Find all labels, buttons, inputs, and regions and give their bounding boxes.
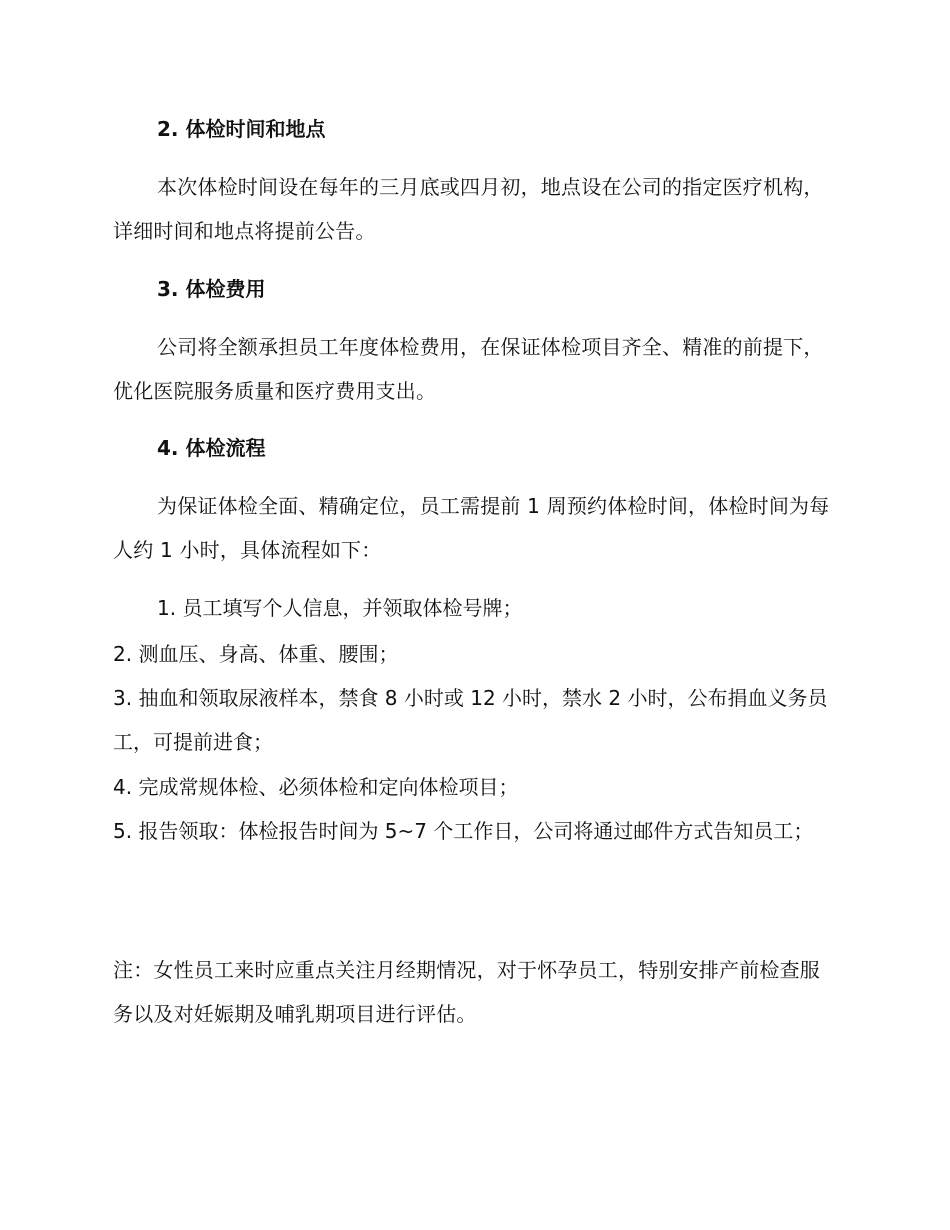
process-step-5: 5. 报告领取：体检报告时间为 5~7 个工作日，公司将通过邮件方式告知员工；	[113, 819, 814, 843]
section-paragraph-exam-fee: 公司将全额承担员工年度体检费用，在保证体检项目齐全、精准的前提下，优化医院服务质量和医疗费用支出。	[113, 335, 824, 403]
process-step-2: 2. 测血压、身高、体重、腰围；	[113, 642, 399, 666]
section-heading-exam-fee: 3. 体检费用	[157, 277, 266, 301]
process-step-3: 3. 抽血和领取尿液样本，禁食 8 小时或 12 小时，禁水 2 小时，公布捐血义务员工，可提前进食；	[113, 686, 828, 754]
process-step-1: 1. 员工填写个人信息，并领取体检号牌；	[157, 596, 523, 620]
section-heading-exam-time-location: 2. 体检时间和地点	[157, 117, 326, 141]
note-paragraph: 注：女性员工来时应重点关注月经期情况，对于怀孕员工，特别安排产前检查服务以及对妊娠期及哺乳期项目进行评估。	[113, 958, 820, 1026]
section-paragraph-exam-time-location: 本次体检时间设在每年的三月底或四月初，地点设在公司的指定医疗机构，详细时间和地点将提前公告。	[113, 175, 824, 243]
section-heading-exam-process: 4. 体检流程	[157, 436, 266, 460]
section-paragraph-exam-process: 为保证体检全面、精确定位，员工需提前 1 周预约体检时间，体检时间为每人约 1 小时，具体流程如下：	[113, 494, 830, 562]
process-step-4: 4. 完成常规体检、必须体检和定向体检项目；	[113, 775, 519, 799]
